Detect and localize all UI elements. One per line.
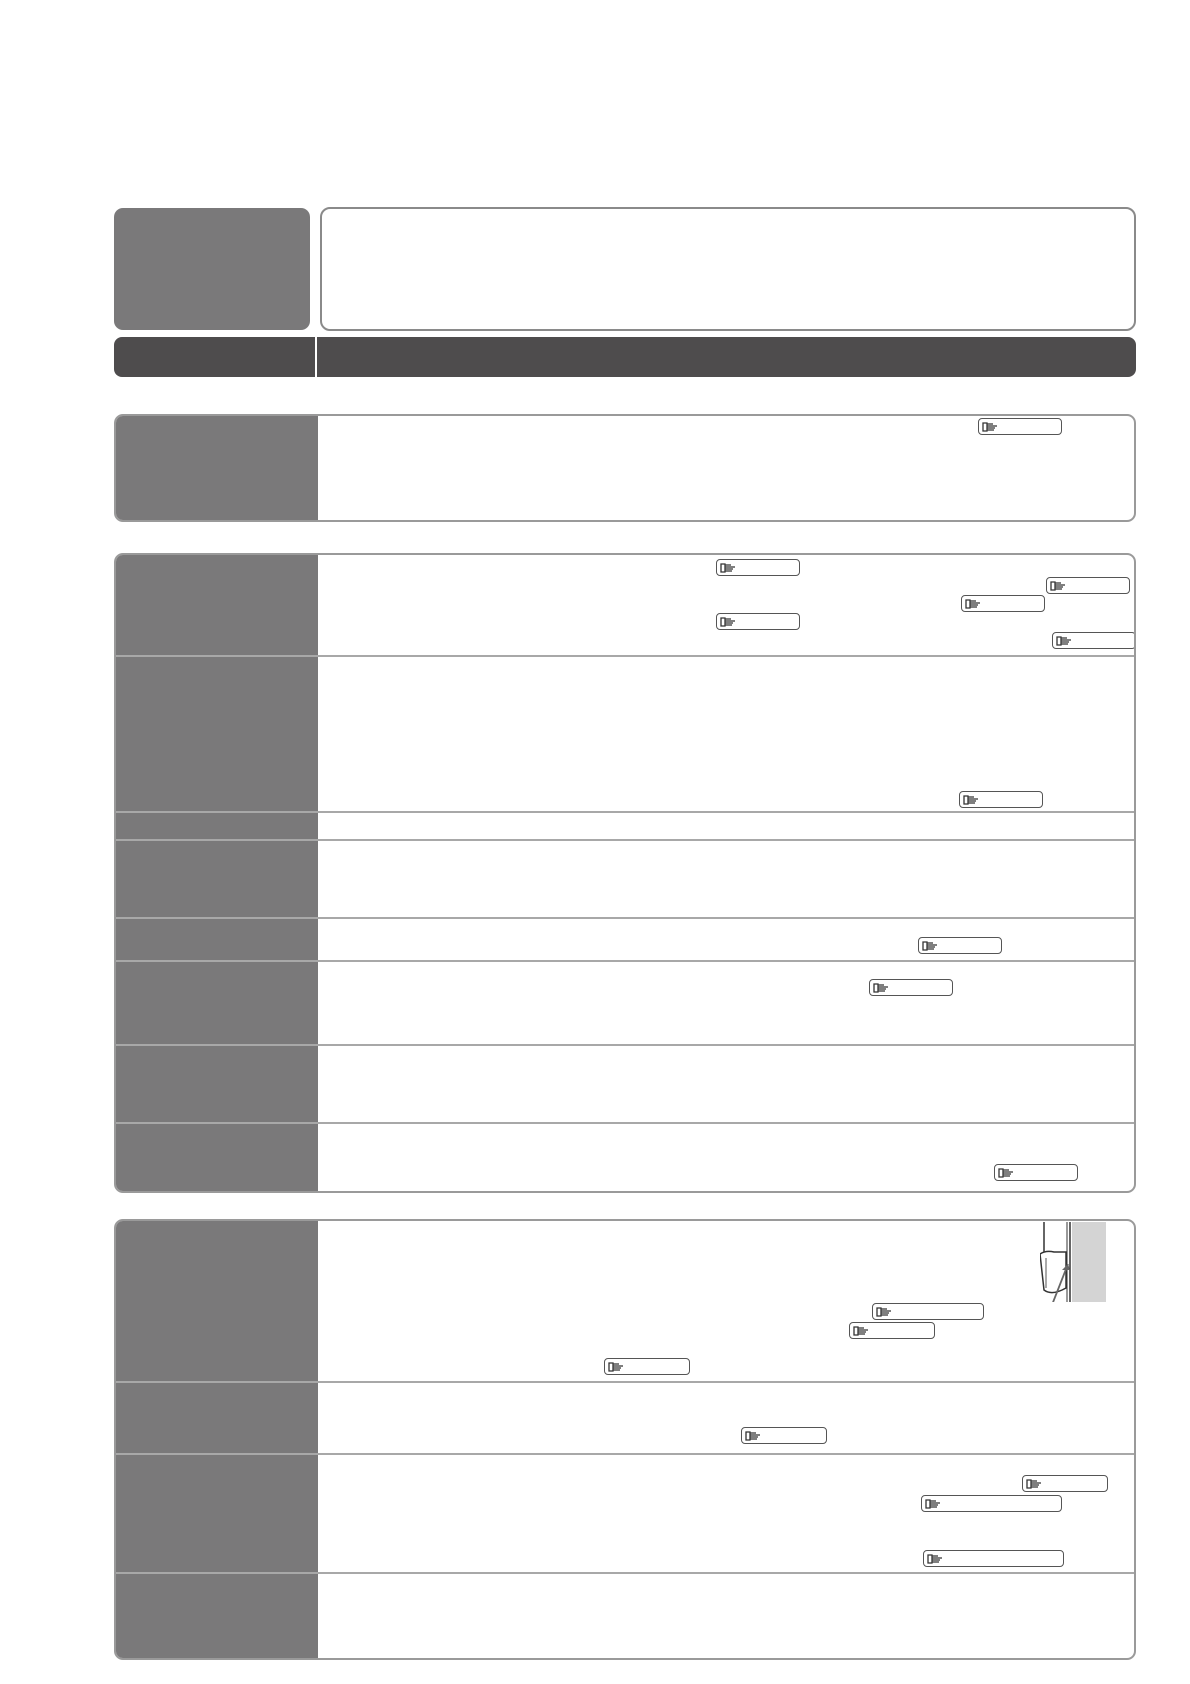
- title-tab: [114, 208, 310, 330]
- page-reference-tag: [978, 418, 1062, 435]
- pointing-hand-icon: [927, 1552, 945, 1564]
- table-row: [116, 555, 1134, 655]
- table-row: [116, 655, 1134, 813]
- table-row: [116, 917, 1134, 962]
- page-reference-tag: [961, 595, 1045, 612]
- pointing-hand-icon: [965, 597, 983, 609]
- section-2: [114, 553, 1136, 1193]
- page-reference-tag: [918, 937, 1002, 954]
- row-label: [116, 1221, 318, 1381]
- table-row: [116, 1044, 1134, 1124]
- pointing-hand-icon: [720, 561, 738, 573]
- row-label: [116, 813, 318, 841]
- pointing-hand-icon: [922, 939, 940, 951]
- pointing-hand-icon: [1056, 634, 1074, 646]
- pointing-hand-icon: [853, 1324, 871, 1336]
- page-reference-tag: [869, 979, 953, 996]
- section-3: [114, 1219, 1136, 1660]
- pointing-hand-icon: [873, 981, 891, 993]
- pointing-hand-icon: [720, 615, 738, 627]
- table-header-bar: [114, 337, 1136, 377]
- row-label: [116, 416, 318, 520]
- table-row: [116, 1122, 1134, 1193]
- table-row: [116, 1453, 1134, 1574]
- page-reference-tag: [604, 1358, 690, 1375]
- pointing-hand-icon: [876, 1305, 894, 1317]
- pointing-hand-icon: [998, 1166, 1016, 1178]
- page-reference-tag: [959, 791, 1043, 808]
- page-reference-tag: [716, 559, 800, 576]
- page-reference-tag: [1052, 632, 1136, 649]
- page-reference-tag: [1022, 1475, 1108, 1492]
- row-label: [116, 962, 318, 1046]
- pointing-hand-icon: [982, 420, 1000, 432]
- page-reference-tag: [923, 1550, 1064, 1567]
- table-row: [116, 839, 1134, 919]
- table-row: [116, 811, 1134, 841]
- table-row: [116, 416, 1134, 520]
- row-label: [116, 555, 318, 655]
- pointing-hand-icon: [925, 1497, 943, 1509]
- pointing-hand-icon: [963, 793, 981, 805]
- row-label: [116, 1455, 318, 1574]
- page-reference-tag: [994, 1164, 1078, 1181]
- row-label: [116, 841, 318, 919]
- page-reference-tag: [872, 1303, 984, 1320]
- row-label: [116, 1383, 318, 1455]
- page-reference-tag: [921, 1495, 1062, 1512]
- pointing-hand-icon: [745, 1429, 763, 1441]
- row-label: [116, 1574, 318, 1660]
- page-reference-tag: [1046, 577, 1130, 594]
- pointing-hand-icon: [1026, 1477, 1044, 1489]
- table-row: [116, 1572, 1134, 1660]
- row-label: [116, 1124, 318, 1193]
- table-row: [116, 1381, 1134, 1455]
- section-1: [114, 414, 1136, 522]
- header-divider: [315, 337, 317, 377]
- page-reference-tag: [741, 1427, 827, 1444]
- row-label: [116, 657, 318, 813]
- page-reference-tag: [716, 613, 800, 630]
- table-row: [116, 1221, 1134, 1381]
- title-box: [320, 207, 1136, 331]
- pointing-hand-icon: [1050, 579, 1068, 591]
- pointing-hand-icon: [608, 1360, 626, 1372]
- table-row: [116, 960, 1134, 1046]
- wall-mount-illustration: [1040, 1222, 1106, 1302]
- page-reference-tag: [849, 1322, 935, 1339]
- row-label: [116, 1046, 318, 1124]
- row-label: [116, 919, 318, 962]
